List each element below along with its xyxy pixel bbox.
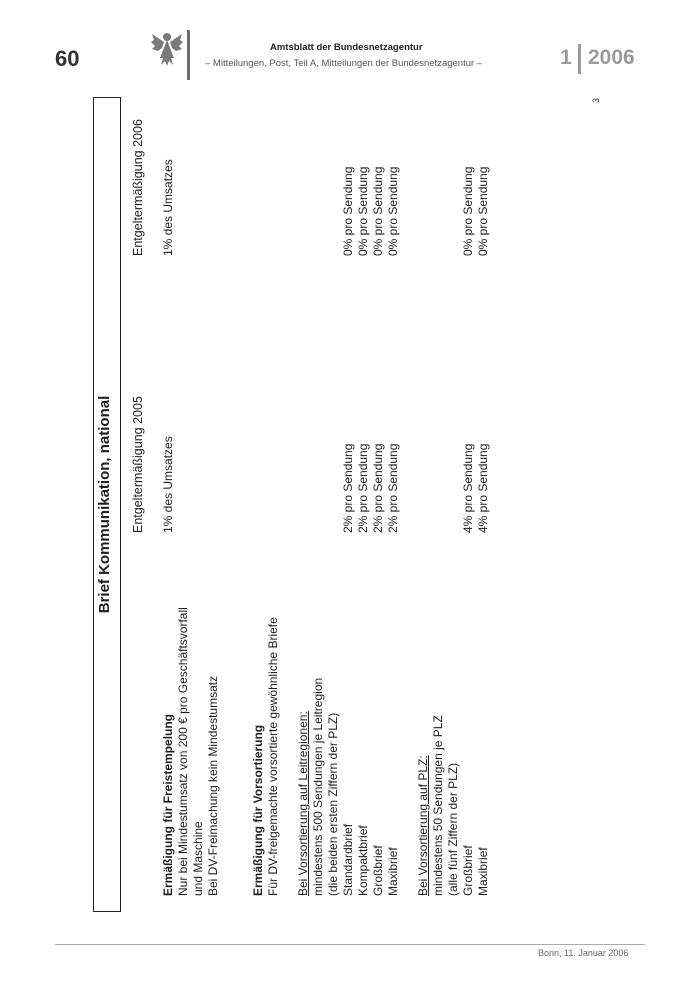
plz-line2: (alle fünf Ziffern der PLZ): [446, 762, 460, 896]
column-header-2005: Entgeltermäßigung 2005: [131, 396, 145, 533]
table-row-label: Großbrief: [461, 845, 475, 896]
section-freistempelung-heading: Ermäßigung für Freistempelung: [161, 713, 175, 896]
plz-line1: mindestens 50 Sendungen je PLZ: [431, 715, 445, 896]
table-row-value-2005: 4% pro Sendung: [461, 443, 475, 533]
table-row-value-2006: 0% pro Sendung: [356, 166, 370, 256]
table-row-value-2006: 0% pro Sendung: [461, 166, 475, 256]
leitregionen-heading: Bei Vorsortierung auf Leitregionen:: [296, 711, 310, 896]
federal-eagle-icon: [150, 28, 184, 68]
leitregionen-line2: (die beiden ersten Ziffern der PLZ): [326, 712, 340, 896]
publication-title: Amtsblatt der Bundesnetzagentur: [270, 42, 423, 53]
table-row-label: Großbrief: [371, 845, 385, 896]
rotated-table: [93, 97, 593, 912]
freistempelung-value-2006: 1% des Umsatzes: [161, 159, 175, 256]
vorsortierung-line1: Für DV-freigemachte vorsortierte gewöhnliche Briefe: [266, 617, 280, 896]
footer-rule: [55, 944, 645, 945]
freistempelung-value-2005: 1% des Umsatzes: [161, 436, 175, 533]
table-row-value-2005: 2% pro Sendung: [371, 443, 385, 533]
table-row-value-2005: 2% pro Sendung: [386, 443, 400, 533]
table-row-label: Standardbrief: [341, 823, 355, 896]
plz-heading: Bei Vorsortierung auf PLZ:: [416, 755, 430, 896]
table-row-value-2005: 2% pro Sendung: [341, 443, 355, 533]
column-header-2006: Entgeltermäßigung 2006: [131, 119, 145, 256]
freistempelung-line3: Bei DV-Freimachung kein Mindestumsatz: [206, 675, 220, 896]
table-row-value-2005: 4% pro Sendung: [476, 443, 490, 533]
header-divider: [187, 30, 190, 80]
table-row-value-2006: 0% pro Sendung: [386, 166, 400, 256]
freistempelung-line2: und Maschine: [191, 821, 205, 896]
issue-divider: [578, 44, 581, 74]
freistempelung-line1: Nur bei Mindestumsatz von 200 € pro Geschäftsvorfall: [176, 607, 190, 896]
table-row-value-2006: 0% pro Sendung: [371, 166, 385, 256]
sheet-number: 3: [591, 97, 601, 103]
issue-year: 2006: [588, 46, 635, 69]
table-row-value-2005: 2% pro Sendung: [356, 443, 370, 533]
table-row-value-2006: 0% pro Sendung: [341, 166, 355, 256]
table-row-label: Kompaktbrief: [356, 825, 370, 896]
leitregionen-line1: mindestens 500 Sendungen je Leitregion: [311, 677, 325, 896]
footer-date: Bonn, 11. Januar 2006: [538, 948, 629, 958]
issue-number: 1: [560, 46, 572, 69]
table-row-value-2006: 0% pro Sendung: [476, 166, 490, 256]
publication-subtitle: – Mitteilungen, Post, Teil A, Mitteilungen der Bundesnetzagentur –: [205, 58, 483, 69]
page-number: 60: [55, 46, 80, 71]
table-title: Brief Kommunikation, national: [96, 395, 113, 614]
table-row-label: Maxibrief: [386, 847, 400, 896]
section-vorsortierung-heading: Ermäßigung für Vorsortierung: [251, 724, 265, 896]
table-row-label: Maxibrief: [476, 847, 490, 896]
